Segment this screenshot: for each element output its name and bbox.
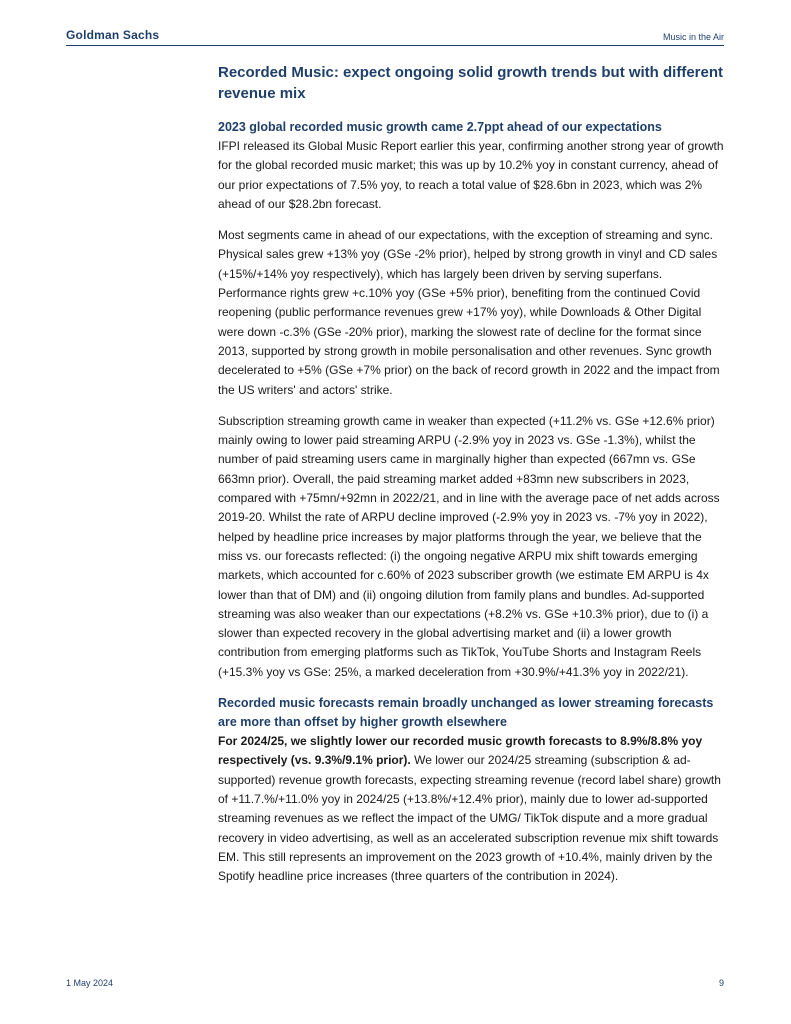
paragraph-4-lead: For 2024/25, we slightly lower our recorded music growth forecasts to 8.9%/8.8% yoy respectively (vs. 9.3%/9.1% prior). (218, 734, 703, 768)
page-number: 9 (718, 978, 724, 988)
subsection-heading-1: 2023 global recorded music growth came 2.7ppt ahead of our expectations (218, 120, 662, 134)
subsection-heading-2: Recorded music forecasts remain broadly unchanged as lower streaming forecasts are more than offset by higher growth elsewhere (218, 696, 714, 730)
subsection-2 (218, 694, 726, 886)
paragraph-4-body: We lower our 2024/25 streaming (subscription & ad-supported) revenue growth forecasts, expecting streaming revenue (record label share) growth of +11.7.%/+11.0% yoy in 2024/25 (+13.8%/+12.4% prior), mainly due to lower ad-supported streaming revenues as we reflect the impact of the UMG/ TikTok dispute and a more gradual recovery in video advertising, as well as an accelerated subscription revenue mix shift towards EM. This still represents an improvement on the 2023 growth of +10.4%, mainly driven by the Spotify headline price increases (three quarters of the contribution in 2024). (218, 753, 721, 884)
paragraph-2: Most segments came in ahead of our expectations, with the exception of streaming and sync. Physical sales grew +13% yoy (GSe -2% prior), helped by strong growth in vinyl and CD sales (+15%/+14% yoy respectively), which has largely been driven by serving superfans. Performance rights grew +c.10% yoy (GSe +5% prior), benefiting from the continued Covid reopening (public performance revenues grew +17% yoy), while Downloads & Other Digital were down -c.3% (GSe -20% prior), marking the slowest rate of decline for the format since 2013, supported by strong growth in mobile personalisation and other revenues. Sync growth decelerated to +5% (GSe +7% prior) on the back of record growth in 2022 and the impact from the US writers' and actors' strike. (218, 228, 720, 397)
paragraph-4 (218, 732, 726, 886)
paragraph-1: IFPI released its Global Music Report earlier this year, confirming another strong year of growth for the global recorded music market; this was up by 10.2% yoy in constant currency, ahead of our prior expectations of 7.5% yoy, to reach a total value of $28.6bn in 2023, which was 2% ahead of our $28.2bn forecast. (218, 139, 724, 211)
header-divider (66, 45, 724, 46)
footer-date: 1 May 2024 (66, 978, 114, 988)
brand-name: Goldman Sachs (66, 28, 160, 42)
document-title: Music in the Air (662, 32, 724, 42)
section-title: Recorded Music: expect ongoing solid growth trends but with different revenue mix (218, 64, 724, 102)
main-content (218, 62, 726, 886)
paragraph-3: Subscription streaming growth came in weaker than expected (+11.2% vs. GSe +12.6% prior) mainly owing to lower paid streaming ARPU (-2.9% yoy in 2023 vs. GSe -1.3%), whilst the number of paid streaming users came in marginally higher than expected (667mn vs. GSe 663mn prior). Overall, the paid streaming market added +83mn new subscribers in 2023, compared with +75mn/+92mn in 2022/21, and in line with the average pace of net adds across 2019-20. Whilst the rate of ARPU decline improved (-2.9% yoy in 2023 vs. -7% yoy in 2022), helped by headline price increases by major platforms through the year, we believe that the miss vs. our forecasts reflected: (i) the ongoing negative ARPU mix shift towards emerging markets, which accounted for c.60% of 2023 subscriber growth (we estimate EM ARPU is 4x lower than that of DM) and (ii) ongoing dilution from family plans and bundles. Ad-supported streaming was also weaker than our expectations (+8.2% vs. GSe +10.3% prior), due to (i) a slower than expected recovery in the global advertising market and (ii) a lower growth contribution from emerging platforms such as TikTok, YouTube Shorts and Instagram Reels (+15.3% yoy vs GSe: 25%, a marked deceleration from +30.9%/+41.3% yoy in 2022/21). (218, 413, 720, 679)
page-header (66, 26, 724, 46)
